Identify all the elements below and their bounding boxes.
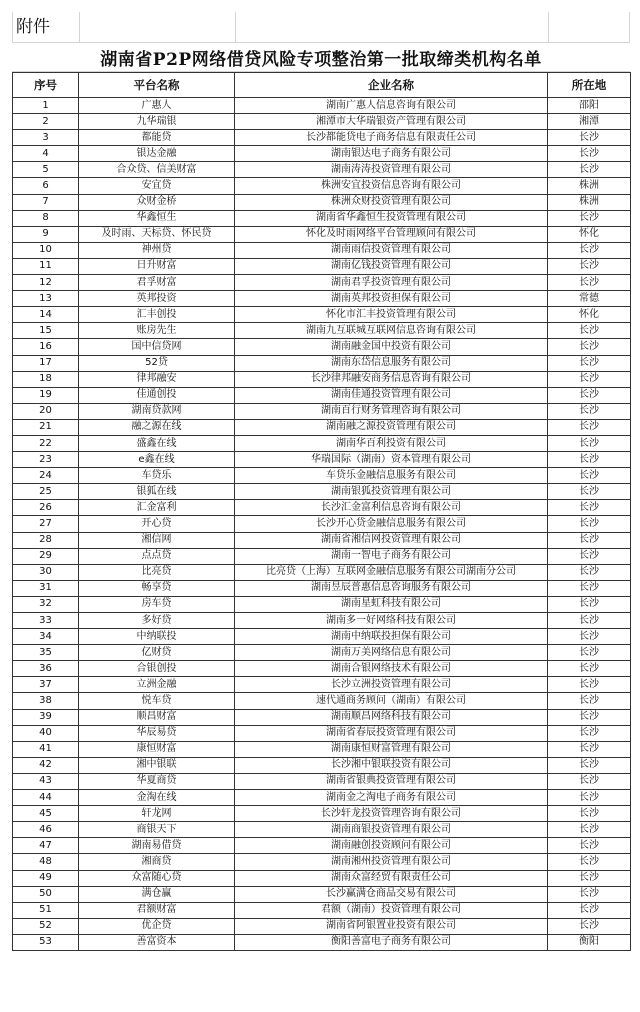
cell-location[interactable]: 长沙 <box>548 419 631 435</box>
cell-platform[interactable]: e鑫在线 <box>79 452 235 468</box>
cell-company[interactable]: 湖南省华鑫恒生投资管理有限公司 <box>235 210 548 226</box>
cell-location[interactable]: 长沙 <box>548 645 631 661</box>
cell-no[interactable]: 7 <box>13 194 79 210</box>
cell-company[interactable]: 湖南涛涛投资管理有限公司 <box>235 162 548 178</box>
cell-location[interactable]: 长沙 <box>548 854 631 870</box>
table-row <box>13 838 631 854</box>
cell-company[interactable]: 长沙赢满仓商品交易有限公司 <box>235 886 548 902</box>
cell-company[interactable]: 君额（湖南）投资管理有限公司 <box>235 902 548 918</box>
cell-company[interactable]: 长沙湘中银联投资有限公司 <box>235 757 548 773</box>
cell-no[interactable]: 21 <box>13 419 79 435</box>
cell-location[interactable]: 长沙 <box>548 130 631 146</box>
table-row <box>13 178 631 194</box>
cell-location[interactable]: 长沙 <box>548 677 631 693</box>
cell-no[interactable]: 15 <box>13 323 79 339</box>
cell-location[interactable]: 长沙 <box>548 564 631 580</box>
cell-no[interactable]: 47 <box>13 838 79 854</box>
cell-platform[interactable]: 律邦融安 <box>79 371 235 387</box>
empty-cell[interactable] <box>236 12 549 42</box>
cell-no[interactable]: 16 <box>13 339 79 355</box>
cell-platform[interactable]: 账房先生 <box>79 323 235 339</box>
table-row <box>13 130 631 146</box>
table-row <box>13 339 631 355</box>
cell-location[interactable]: 长沙 <box>548 435 631 451</box>
cell-company[interactable]: 湖南康恒财富管理有限公司 <box>235 741 548 757</box>
cell-no[interactable]: 26 <box>13 500 79 516</box>
cell-no[interactable]: 48 <box>13 854 79 870</box>
cell-company[interactable]: 湖南星虹科技有限公司 <box>235 596 548 612</box>
cell-location[interactable]: 怀化 <box>548 226 631 242</box>
cell-platform[interactable]: 日升财富 <box>79 258 235 274</box>
cell-platform[interactable]: 比亮贷 <box>79 564 235 580</box>
cell-platform[interactable]: 众富随心贷 <box>79 870 235 886</box>
cell-no[interactable]: 39 <box>13 709 79 725</box>
cell-platform[interactable]: 都能贷 <box>79 130 235 146</box>
cell-location[interactable]: 长沙 <box>548 773 631 789</box>
cell-platform[interactable]: 及时雨、天标贷、怀民贷 <box>79 226 235 242</box>
cell-no[interactable]: 30 <box>13 564 79 580</box>
table-row <box>13 452 631 468</box>
cell-location[interactable]: 长沙 <box>548 757 631 773</box>
table-row <box>13 371 631 387</box>
cell-company[interactable]: 湖南融创投资顾问有限公司 <box>235 838 548 854</box>
cell-location[interactable]: 长沙 <box>548 661 631 677</box>
cell-company[interactable]: 湖南金之淘电子商务有限公司 <box>235 790 548 806</box>
cell-company[interactable]: 湖南君孚投资管理有限公司 <box>235 275 548 291</box>
cell-location[interactable]: 长沙 <box>548 870 631 886</box>
cell-location[interactable]: 常德 <box>548 291 631 307</box>
cell-platform[interactable]: 君孚财富 <box>79 275 235 291</box>
cell-location[interactable]: 长沙 <box>548 452 631 468</box>
cell-company[interactable]: 湖南省银典投资管理有限公司 <box>235 773 548 789</box>
cell-company[interactable]: 湖南融之源投资管理有限公司 <box>235 419 548 435</box>
cell-company[interactable]: 长沙轩龙投资管理咨询有限公司 <box>235 806 548 822</box>
cell-company[interactable]: 湖南昱辰普惠信息咨询服务有限公司 <box>235 580 548 596</box>
cell-company[interactable]: 湖南英邦投资担保有限公司 <box>235 291 548 307</box>
cell-location[interactable]: 邵阳 <box>548 98 631 114</box>
cell-location[interactable]: 长沙 <box>548 838 631 854</box>
cell-location[interactable]: 长沙 <box>548 387 631 403</box>
cell-location[interactable]: 长沙 <box>548 532 631 548</box>
cell-platform[interactable]: 安宜贷 <box>79 178 235 194</box>
cell-no[interactable]: 9 <box>13 226 79 242</box>
empty-cell[interactable] <box>80 12 236 42</box>
table-row <box>13 275 631 291</box>
table-row <box>13 387 631 403</box>
cell-location[interactable]: 长沙 <box>548 790 631 806</box>
cell-platform[interactable]: 多好贷 <box>79 613 235 629</box>
cell-location[interactable]: 长沙 <box>548 580 631 596</box>
table-row <box>13 613 631 629</box>
table-row <box>13 773 631 789</box>
table-row <box>13 934 631 950</box>
cell-no[interactable]: 31 <box>13 580 79 596</box>
cell-no[interactable]: 41 <box>13 741 79 757</box>
cell-no[interactable]: 29 <box>13 548 79 564</box>
cell-platform[interactable]: 银达金融 <box>79 146 235 162</box>
cell-platform[interactable]: 英邦投资 <box>79 291 235 307</box>
cell-no[interactable]: 34 <box>13 629 79 645</box>
cell-company[interactable]: 湖南华百利投资有限公司 <box>235 435 548 451</box>
cell-no[interactable]: 37 <box>13 677 79 693</box>
cell-company[interactable]: 湖南一智电子商务有限公司 <box>235 548 548 564</box>
cell-platform[interactable]: 湘中银联 <box>79 757 235 773</box>
cell-no[interactable]: 10 <box>13 242 79 258</box>
cell-platform[interactable]: 广惠人 <box>79 98 235 114</box>
cell-no[interactable]: 1 <box>13 98 79 114</box>
cell-company[interactable]: 长沙开心贷金融信息服务有限公司 <box>235 516 548 532</box>
cell-company[interactable]: 湖南东岱信息服务有限公司 <box>235 355 548 371</box>
cell-location[interactable]: 长沙 <box>548 403 631 419</box>
cell-no[interactable]: 4 <box>13 146 79 162</box>
cell-company[interactable]: 株洲安宜投资信息咨询有限公司 <box>235 178 548 194</box>
table-row <box>13 468 631 484</box>
cell-company[interactable]: 湘潭市大华瑞银资产管理有限公司 <box>235 114 548 130</box>
table-row <box>13 790 631 806</box>
cell-no[interactable]: 43 <box>13 773 79 789</box>
cell-location[interactable]: 长沙 <box>548 822 631 838</box>
cell-platform[interactable]: 合众贷、信美财富 <box>79 162 235 178</box>
table-row <box>13 822 631 838</box>
table-row <box>13 403 631 419</box>
cell-no[interactable]: 19 <box>13 387 79 403</box>
cell-platform[interactable]: 华夏商贷 <box>79 773 235 789</box>
cell-platform[interactable]: 神州贷 <box>79 242 235 258</box>
cell-platform[interactable]: 湘商贷 <box>79 854 235 870</box>
cell-no[interactable]: 23 <box>13 452 79 468</box>
table-row <box>13 484 631 500</box>
cell-no[interactable]: 2 <box>13 114 79 130</box>
cell-company[interactable]: 株洲众财投资管理有限公司 <box>235 194 548 210</box>
cell-company[interactable]: 比亮贷（上海）互联网金融信息服务有限公司湖南分公司 <box>235 564 548 580</box>
cell-platform[interactable]: 金淘在线 <box>79 790 235 806</box>
table-row <box>13 516 631 532</box>
table-row <box>13 291 631 307</box>
table-row <box>13 500 631 516</box>
cell-no[interactable]: 40 <box>13 725 79 741</box>
cell-platform[interactable]: 融之源在线 <box>79 419 235 435</box>
table-row <box>13 677 631 693</box>
cell-platform[interactable]: 满仓赢 <box>79 886 235 902</box>
cell-location[interactable]: 长沙 <box>548 355 631 371</box>
cell-platform[interactable]: 立洲金融 <box>79 677 235 693</box>
cell-company[interactable]: 湖南湘州投资管理有限公司 <box>235 854 548 870</box>
cell-no[interactable]: 11 <box>13 258 79 274</box>
cell-company[interactable]: 湖南融金国中投资有限公司 <box>235 339 548 355</box>
cell-platform[interactable]: 湖南贷款网 <box>79 403 235 419</box>
cell-platform[interactable]: 悦车贷 <box>79 693 235 709</box>
cell-no[interactable]: 45 <box>13 806 79 822</box>
cell-no[interactable]: 50 <box>13 886 79 902</box>
table-row <box>13 146 631 162</box>
cell-no[interactable]: 27 <box>13 516 79 532</box>
table-row <box>13 596 631 612</box>
cell-company[interactable]: 衡阳善富电子商务有限公司 <box>235 934 548 950</box>
table-row <box>13 355 631 371</box>
cell-company[interactable]: 长沙都能贷电子商务信息有限责任公司 <box>235 130 548 146</box>
table-row <box>13 886 631 902</box>
cell-platform[interactable]: 商银天下 <box>79 822 235 838</box>
cell-company[interactable]: 长沙立洲投资管理有限公司 <box>235 677 548 693</box>
cell-platform[interactable]: 九华瑞银 <box>79 114 235 130</box>
cell-no[interactable]: 12 <box>13 275 79 291</box>
table-row <box>13 435 631 451</box>
cell-location[interactable]: 长沙 <box>548 516 631 532</box>
cell-location[interactable]: 衡阳 <box>548 934 631 950</box>
annex-label[interactable]: 附件 <box>12 12 80 42</box>
cell-platform[interactable]: 君额财富 <box>79 902 235 918</box>
table-row <box>13 226 631 242</box>
cell-no[interactable]: 28 <box>13 532 79 548</box>
cell-platform[interactable]: 国中信贷网 <box>79 339 235 355</box>
cell-company[interactable]: 湖南顺昌网络科技有限公司 <box>235 709 548 725</box>
table-row <box>13 242 631 258</box>
table-row <box>13 564 631 580</box>
cell-location[interactable]: 长沙 <box>548 596 631 612</box>
cell-platform[interactable]: 众财金桥 <box>79 194 235 210</box>
cell-company[interactable]: 长沙汇金富利信息咨询有限公司 <box>235 500 548 516</box>
cell-platform[interactable]: 亿财贷 <box>79 645 235 661</box>
cell-company[interactable]: 湖南省湘信网投资管理有限公司 <box>235 532 548 548</box>
table-row <box>13 210 631 226</box>
cell-location[interactable]: 长沙 <box>548 613 631 629</box>
cell-platform[interactable]: 优企贷 <box>79 918 235 934</box>
cell-no[interactable]: 18 <box>13 371 79 387</box>
cell-location[interactable]: 湘潭 <box>548 114 631 130</box>
cell-location[interactable]: 长沙 <box>548 886 631 902</box>
cell-company[interactable]: 车贷乐金融信息服务有限公司 <box>235 468 548 484</box>
cell-location[interactable]: 长沙 <box>548 548 631 564</box>
cell-company[interactable]: 长沙律邦融安商务信息咨询有限公司 <box>235 371 548 387</box>
cell-no[interactable]: 17 <box>13 355 79 371</box>
cell-no[interactable]: 49 <box>13 870 79 886</box>
table-row <box>13 709 631 725</box>
cell-company[interactable]: 湖南雨信投资管理有限公司 <box>235 242 548 258</box>
table-row <box>13 194 631 210</box>
table-row <box>13 419 631 435</box>
cell-company[interactable]: 湖南银达电子商务有限公司 <box>235 146 548 162</box>
institution-table <box>12 72 631 951</box>
cell-no[interactable]: 20 <box>13 403 79 419</box>
cell-platform[interactable]: 汇丰创投 <box>79 307 235 323</box>
cell-location[interactable]: 长沙 <box>548 725 631 741</box>
title-row <box>12 43 630 72</box>
cell-platform[interactable]: 开心贷 <box>79 516 235 532</box>
cell-company[interactable]: 华瑞国际（湖南）资本管理有限公司 <box>235 452 548 468</box>
cell-location[interactable]: 长沙 <box>548 162 631 178</box>
header-platform[interactable]: 平台名称 <box>79 73 235 98</box>
header-location[interactable]: 所在地 <box>548 73 631 98</box>
cell-platform[interactable]: 中纳联投 <box>79 629 235 645</box>
cell-no[interactable]: 8 <box>13 210 79 226</box>
cell-no[interactable]: 53 <box>13 934 79 950</box>
cell-company[interactable]: 湖南亿钱投资管理有限公司 <box>235 258 548 274</box>
cell-company[interactable]: 怀化市汇丰投资管理有限公司 <box>235 307 548 323</box>
cell-location[interactable]: 长沙 <box>548 258 631 274</box>
table-row <box>13 323 631 339</box>
table-row <box>13 725 631 741</box>
cell-location[interactable]: 长沙 <box>548 468 631 484</box>
cell-no[interactable]: 33 <box>13 613 79 629</box>
table-row <box>13 258 631 274</box>
cell-no[interactable]: 22 <box>13 435 79 451</box>
cell-company[interactable]: 湖南多一好网络科技有限公司 <box>235 613 548 629</box>
cell-platform[interactable]: 湘信网 <box>79 532 235 548</box>
table-row <box>13 307 631 323</box>
table-row <box>13 114 631 130</box>
cell-location[interactable]: 长沙 <box>548 902 631 918</box>
cell-location[interactable]: 长沙 <box>548 323 631 339</box>
cell-location[interactable]: 长沙 <box>548 339 631 355</box>
cell-company[interactable]: 湖南银狐投资管理有限公司 <box>235 484 548 500</box>
cell-no[interactable]: 42 <box>13 757 79 773</box>
table-row <box>13 854 631 870</box>
cell-platform[interactable]: 汇金富利 <box>79 500 235 516</box>
empty-cell[interactable] <box>549 12 630 42</box>
cell-no[interactable]: 46 <box>13 822 79 838</box>
cell-no[interactable]: 6 <box>13 178 79 194</box>
cell-location[interactable]: 怀化 <box>548 307 631 323</box>
cell-platform[interactable]: 佳通创投 <box>79 387 235 403</box>
cell-location[interactable]: 长沙 <box>548 484 631 500</box>
cell-location[interactable]: 长沙 <box>548 371 631 387</box>
cell-no[interactable]: 35 <box>13 645 79 661</box>
cell-location[interactable]: 长沙 <box>548 242 631 258</box>
table-row <box>13 661 631 677</box>
cell-platform[interactable]: 湖南易借贷 <box>79 838 235 854</box>
cell-platform[interactable]: 车贷乐 <box>79 468 235 484</box>
cell-platform[interactable]: 合银创投 <box>79 661 235 677</box>
table-row <box>13 757 631 773</box>
table-row <box>13 645 631 661</box>
cell-location[interactable]: 长沙 <box>548 275 631 291</box>
cell-location[interactable]: 长沙 <box>548 210 631 226</box>
table-row <box>13 548 631 564</box>
cell-no[interactable]: 5 <box>13 162 79 178</box>
cell-no[interactable]: 36 <box>13 661 79 677</box>
header-company[interactable]: 企业名称 <box>235 73 548 98</box>
cell-no[interactable]: 14 <box>13 307 79 323</box>
cell-location[interactable]: 长沙 <box>548 806 631 822</box>
document-title[interactable]: 湖南省P2P网络借贷风险专项整治第一批取缔类机构名单 <box>100 49 542 70</box>
cell-location[interactable]: 长沙 <box>548 741 631 757</box>
cell-company[interactable]: 湖南商银投资管理有限公司 <box>235 822 548 838</box>
cell-company[interactable]: 速代通商务顾问（湖南）有限公司 <box>235 693 548 709</box>
table-row <box>13 741 631 757</box>
cell-location[interactable]: 长沙 <box>548 500 631 516</box>
cell-no[interactable]: 38 <box>13 693 79 709</box>
cell-location[interactable]: 长沙 <box>548 709 631 725</box>
cell-company[interactable]: 怀化及时雨网络平台管理顾问有限公司 <box>235 226 548 242</box>
cell-location[interactable]: 长沙 <box>548 918 631 934</box>
cell-location[interactable]: 长沙 <box>548 629 631 645</box>
cell-location[interactable]: 株洲 <box>548 178 631 194</box>
header-row <box>13 73 631 98</box>
table-row <box>13 693 631 709</box>
cell-company[interactable]: 湖南中纳联投担保有限公司 <box>235 629 548 645</box>
cell-platform[interactable]: 房车贷 <box>79 596 235 612</box>
cell-platform[interactable]: 善富资本 <box>79 934 235 950</box>
cell-company[interactable]: 湖南合银网络技术有限公司 <box>235 661 548 677</box>
table-row <box>13 902 631 918</box>
cell-no[interactable]: 24 <box>13 468 79 484</box>
cell-company[interactable]: 湖南省阿银置业投资有限公司 <box>235 918 548 934</box>
cell-company[interactable]: 湖南省春辰投资管理有限公司 <box>235 725 548 741</box>
cell-platform[interactable]: 银狐在线 <box>79 484 235 500</box>
table-row <box>13 162 631 178</box>
cell-company[interactable]: 湖南九互联城互联网信息咨询有限公司 <box>235 323 548 339</box>
cell-no[interactable]: 44 <box>13 790 79 806</box>
cell-platform[interactable]: 畅享贷 <box>79 580 235 596</box>
table-row <box>13 806 631 822</box>
table-row <box>13 98 631 114</box>
cell-company[interactable]: 湖南众富经贸有限责任公司 <box>235 870 548 886</box>
cell-platform[interactable]: 华辰易贷 <box>79 725 235 741</box>
cell-platform[interactable]: 康恒财富 <box>79 741 235 757</box>
cell-no[interactable]: 51 <box>13 902 79 918</box>
cell-platform[interactable]: 点点贷 <box>79 548 235 564</box>
cell-platform[interactable]: 华鑫恒生 <box>79 210 235 226</box>
cell-no[interactable]: 32 <box>13 596 79 612</box>
header-no[interactable]: 序号 <box>13 73 79 98</box>
table-row <box>13 580 631 596</box>
spreadsheet <box>12 12 630 951</box>
table-body <box>13 98 631 951</box>
cell-no[interactable]: 25 <box>13 484 79 500</box>
cell-location[interactable]: 长沙 <box>548 146 631 162</box>
cell-company[interactable]: 湖南百行财务管理咨询有限公司 <box>235 403 548 419</box>
cell-company[interactable]: 湖南广惠人信息咨询有限公司 <box>235 98 548 114</box>
cell-location[interactable]: 株洲 <box>548 194 631 210</box>
cell-no[interactable]: 3 <box>13 130 79 146</box>
cell-no[interactable]: 52 <box>13 918 79 934</box>
annex-row <box>12 12 630 43</box>
table-row <box>13 629 631 645</box>
table-row <box>13 918 631 934</box>
cell-no[interactable]: 13 <box>13 291 79 307</box>
cell-platform[interactable]: 52贷 <box>79 355 235 371</box>
cell-platform[interactable]: 顺昌财富 <box>79 709 235 725</box>
cell-platform[interactable]: 盛鑫在线 <box>79 435 235 451</box>
table-row <box>13 532 631 548</box>
cell-company[interactable]: 湖南佳通投资管理有限公司 <box>235 387 548 403</box>
cell-location[interactable]: 长沙 <box>548 693 631 709</box>
cell-platform[interactable]: 轩龙网 <box>79 806 235 822</box>
cell-company[interactable]: 湖南万美网络信息有限公司 <box>235 645 548 661</box>
table-row <box>13 870 631 886</box>
